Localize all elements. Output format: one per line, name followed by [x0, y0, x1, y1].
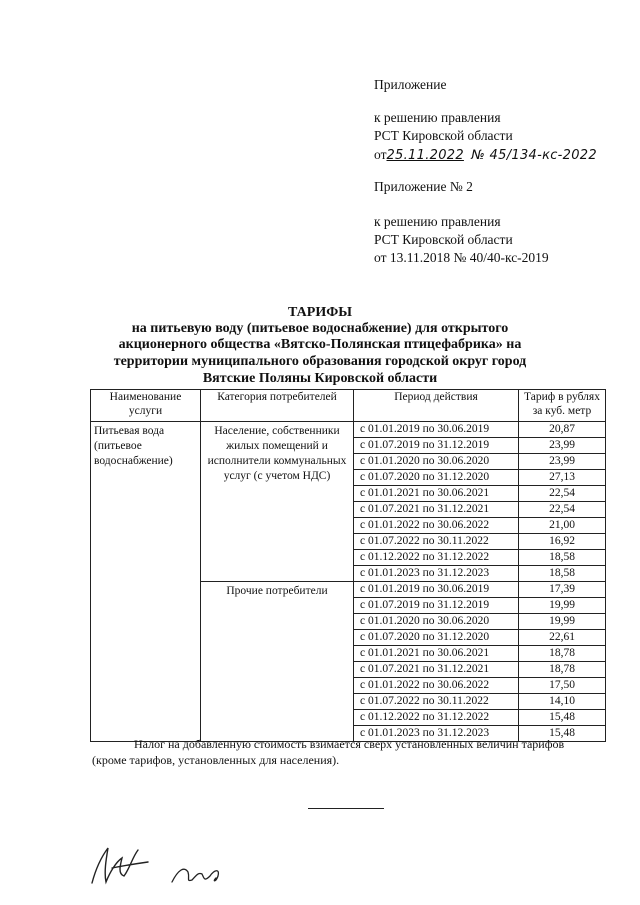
separator-line	[308, 808, 384, 809]
vat-note-line-2: (кроме тарифов, установленных для населения).	[92, 753, 340, 767]
decision-date-line	[374, 146, 597, 165]
service-name-cell: Питьевая вода (питьевое водоснабжение)	[91, 422, 201, 742]
decision2-line-2: РСТ Кировской области	[374, 232, 513, 247]
period-cell: с 01.07.2019 по 31.12.2019	[354, 438, 519, 454]
header-tariff: Тариф в рублях за куб. метр	[519, 390, 606, 422]
tariff-cell: 23,99	[519, 438, 606, 454]
tariff-cell: 22,61	[519, 630, 606, 646]
period-cell: с 01.01.2021 по 30.06.2021	[354, 646, 519, 662]
tariff-cell: 22,54	[519, 486, 606, 502]
tariff-cell: 19,99	[519, 614, 606, 630]
signature-icon	[82, 838, 162, 890]
appendix2-label: Приложение № 2	[374, 179, 473, 194]
period-cell: с 01.07.2020 по 31.12.2020	[354, 630, 519, 646]
title-main: ТАРИФЫ	[288, 305, 352, 320]
period-cell: с 01.01.2019 по 30.06.2019	[354, 582, 519, 598]
table-row	[91, 422, 606, 438]
tariff-cell: 18,58	[519, 566, 606, 582]
tariff-cell: 17,39	[519, 582, 606, 598]
period-cell: с 01.07.2022 по 30.11.2022	[354, 694, 519, 710]
period-cell: с 01.01.2020 по 30.06.2020	[354, 454, 519, 470]
header-service: Наименование услуги	[91, 390, 201, 422]
tariff-cell: 15,48	[519, 710, 606, 726]
category-population-cell: Население, собственники жилых помещений и исполнители коммунальных услуг (с учетом НДС)	[201, 422, 354, 582]
tariff-cell: 23,99	[519, 454, 606, 470]
title-line-3: территории муниципального образования городской округ город	[113, 354, 527, 369]
tariff-cell: 18,58	[519, 550, 606, 566]
title-line-4: Вятские Поляны Кировской области	[202, 371, 438, 386]
initials-icon	[168, 860, 228, 888]
tariff-cell: 20,87	[519, 422, 606, 438]
period-cell: с 01.01.2023 по 31.12.2023	[354, 726, 519, 742]
period-cell: с 01.01.2022 по 30.06.2022	[354, 518, 519, 534]
title-line-2: акционерного общества «Вятско-Полянская птицефабрика» на	[118, 337, 522, 352]
period-cell: с 01.12.2022 по 31.12.2022	[354, 710, 519, 726]
period-cell: с 01.01.2021 по 30.06.2021	[354, 486, 519, 502]
table-header-row	[91, 390, 606, 422]
tariff-cell: 18,78	[519, 662, 606, 678]
tariff-cell: 27,13	[519, 470, 606, 486]
header-category: Категория потребителей	[201, 390, 354, 422]
handwritten-date: 25.11.2022	[386, 148, 464, 163]
period-cell: с 01.01.2023 по 31.12.2023	[354, 566, 519, 582]
period-cell: с 01.01.2019 по 30.06.2019	[354, 422, 519, 438]
header-period: Период действия	[354, 390, 519, 422]
handwritten-number: № 45/134-кс-2022	[471, 148, 597, 163]
tariff-cell: 15,48	[519, 726, 606, 742]
tariff-cell: 18,78	[519, 646, 606, 662]
period-cell: с 01.12.2022 по 31.12.2022	[354, 550, 519, 566]
decision2-line-3: от 13.11.2018 № 40/40-кс-2019	[374, 250, 549, 265]
period-cell: с 01.07.2021 по 31.12.2021	[354, 662, 519, 678]
tariff-cell: 21,00	[519, 518, 606, 534]
period-cell: с 01.01.2020 по 30.06.2020	[354, 614, 519, 630]
category-other-cell: Прочие потребители	[201, 582, 354, 742]
title-line-1: на питьевую воду (питьевое водоснабжение) для открытого	[131, 321, 509, 336]
decision-line-1: к решению правления	[374, 110, 501, 125]
tariff-cell: 17,50	[519, 678, 606, 694]
period-cell: с 01.01.2022 по 30.06.2022	[354, 678, 519, 694]
decision-from: от	[374, 147, 387, 162]
tariff-cell: 16,92	[519, 534, 606, 550]
decision-line-2: РСТ Кировской области	[374, 128, 513, 143]
period-cell: с 01.07.2021 по 31.12.2021	[354, 502, 519, 518]
vat-note-line-1: Налог на добавленную стоимость взимается сверх установленных величин тарифов	[134, 737, 565, 751]
tariff-cell: 14,10	[519, 694, 606, 710]
decision2-line-1: к решению правления	[374, 214, 501, 229]
tariff-cell: 22,54	[519, 502, 606, 518]
appendix-label: Приложение	[374, 77, 447, 92]
tariff-cell: 19,99	[519, 598, 606, 614]
period-cell: с 01.07.2019 по 31.12.2019	[354, 598, 519, 614]
period-cell: с 01.07.2020 по 31.12.2020	[354, 470, 519, 486]
tariff-table	[90, 389, 606, 742]
period-cell: с 01.07.2022 по 30.11.2022	[354, 534, 519, 550]
